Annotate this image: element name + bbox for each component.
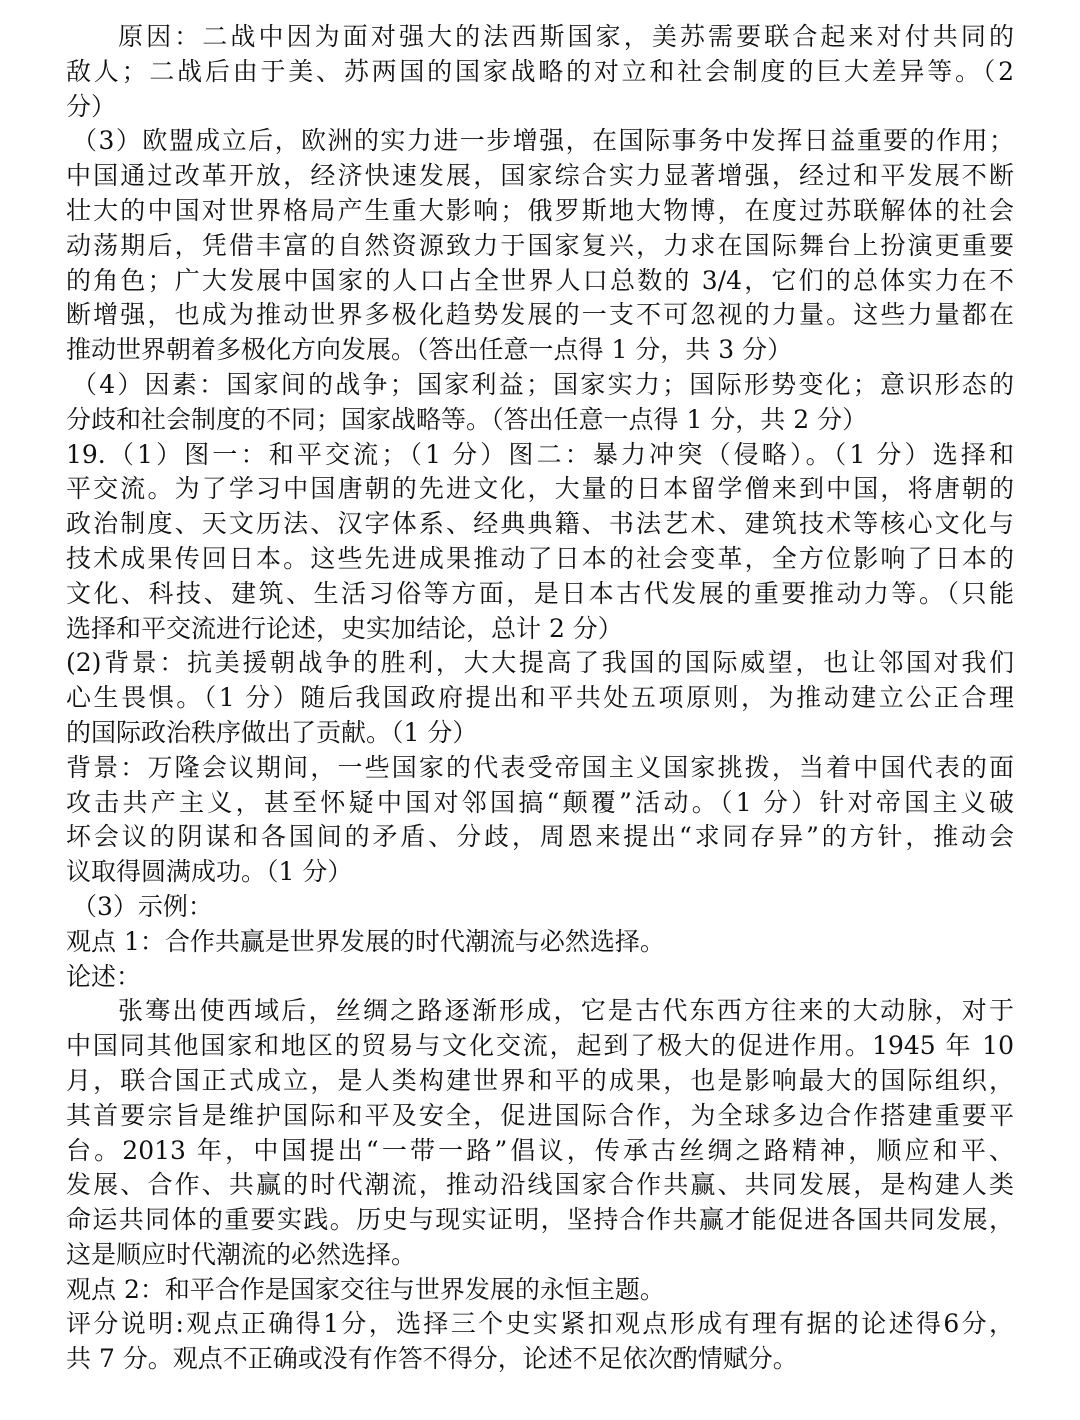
text-line: 中国通过改革开放，经济快速发展，国家综合实力显著增强，经过和平发展不断 bbox=[66, 161, 1014, 191]
text-line: 政治制度、天文历法、汉字体系、经典典籍、书法艺术、建筑技术等核心文化与 bbox=[66, 509, 1014, 539]
text-line: 平交流。为了学习中国唐朝的先进文化，大量的日本留学僧来到中国，将唐朝的 bbox=[66, 474, 1014, 504]
text-line: 动荡期后，凭借丰富的自然资源致力于国家复兴，力求在国际舞台上扮演更重要 bbox=[66, 230, 1014, 260]
text-line: 坏会议的阴谋和各国间的矛盾、分歧，周恩来提出“求同存异”的方针，推动会 bbox=[66, 822, 1014, 852]
text-line: 原因：二战中因为面对强大的法西斯国家，美苏需要联合起来对付共同的 bbox=[118, 22, 1014, 51]
text-line: 评分说明:观点正确得1分，选择三个史实紧扣观点形成有理有据的论述得6分， bbox=[66, 1309, 1014, 1339]
text-line: 19.（1）图一：和平交流；（1 分）图二：暴力冲突（侵略）。（1 分）选择和 bbox=[66, 439, 1014, 469]
text-line: 技术成果传回日本。这些先进成果推动了日本的社会变革，全方位影响了日本的 bbox=[66, 543, 1014, 573]
text-line: 命运共同体的重要实践。历史与现实证明，坚持合作共赢才能促进各国共同发展， bbox=[66, 1205, 1014, 1235]
text-line: 断增强，也成为推动世界多极化趋势发展的一支不可忽视的力量。这些力量都在 bbox=[66, 300, 1014, 330]
text-line: 张骞出使西域后，丝绸之路逐渐形成，它是古代东西方往来的大动脉，对于 bbox=[118, 996, 1014, 1026]
text-line: 观点 2：和平合作是国家交往与世界发展的永恒主题。 bbox=[66, 1274, 665, 1304]
text-line: 背景：万隆会议期间，一些国家的代表受帝国主义国家挑拨，当着中国代表的面 bbox=[66, 752, 1014, 782]
text-line: （4）因素：国家间的战争；国家利益；国家实力；国际形势变化；意识形态的 bbox=[72, 369, 1014, 399]
text-line: 心生畏惧。（1 分）随后我国政府提出和平共处五项原则，为推动建立公正合理 bbox=[66, 683, 1014, 713]
text-line: 台。2013 年，中国提出“一带一路”倡议，传承古丝绸之路精神，顺应和平、 bbox=[66, 1135, 1014, 1165]
text-line: 壮大的中国对世界格局产生重大影响；俄罗斯地大物博，在度过苏联解体的社会 bbox=[66, 195, 1014, 225]
text-line: 议取得圆满成功。（1 分） bbox=[66, 857, 353, 887]
text-line: 的角色；广大发展中国家的人口占全世界人口总数的 3/4，它们的总体实力在不 bbox=[66, 265, 1014, 295]
text-line: （3）欧盟成立后，欧洲的实力进一步增强，在国际事务中发挥日益重要的作用； bbox=[72, 126, 1014, 156]
text-line: 观点 1：合作共赢是世界发展的时代潮流与必然选择。 bbox=[66, 926, 665, 956]
text-line: 推动世界朝着多极化方向发展。（答出任意一点得 1 分，共 3 分） bbox=[66, 335, 793, 365]
text-line: 中国同其他国家和地区的贸易与文化交流，起到了极大的促进作用。1945 年 10 bbox=[66, 1031, 1014, 1061]
text-line: 共 7 分。观点不正确或没有作答不得分，论述不足依次酌情赋分。 bbox=[66, 1344, 798, 1374]
text-line: 敌人；二战后由于美、苏两国的国家战略的对立和社会制度的巨大差异等。（2 bbox=[66, 56, 1014, 86]
text-line: 攻击共产主义，甚至怀疑中国对邻国搞“颠覆”活动。（1 分）针对帝国主义破 bbox=[66, 787, 1014, 817]
text-line: (2)背景：抗美援朝战争的胜利，大大提高了我国的国际威望，也让邻国对我们 bbox=[66, 648, 1014, 678]
text-line: 这是顺应时代潮流的必然选择。 bbox=[66, 1239, 417, 1269]
text-line: 论述： bbox=[66, 961, 142, 991]
text-line: 文化、科技、建筑、生活习俗等方面，是日本古代发展的重要推动力等。（只能 bbox=[66, 578, 1014, 608]
text-line: 选择和平交流进行论述，史实加结论，总计 2 分） bbox=[66, 613, 623, 643]
text-line: （3）示例： bbox=[72, 891, 213, 921]
text-line: 其首要宗旨是维护国际和平及安全，促进国际合作，为全球多边合作搭建重要平 bbox=[66, 1100, 1014, 1130]
text-line: 分） bbox=[66, 91, 117, 121]
text-line: 分歧和社会制度的不同；国家战略等。（答出任意一点得 1 分，共 2 分） bbox=[66, 404, 868, 434]
text-line: 发展、合作、共赢的时代潮流，推动沿线国家合作共赢、共同发展，是构建人类 bbox=[66, 1170, 1014, 1200]
text-line: 的国际政治秩序做出了贡献。（1 分） bbox=[66, 717, 478, 747]
text-line: 月，联合国正式成立，是人类构建世界和平的成果，也是影响最大的国际组织， bbox=[66, 1065, 1014, 1095]
